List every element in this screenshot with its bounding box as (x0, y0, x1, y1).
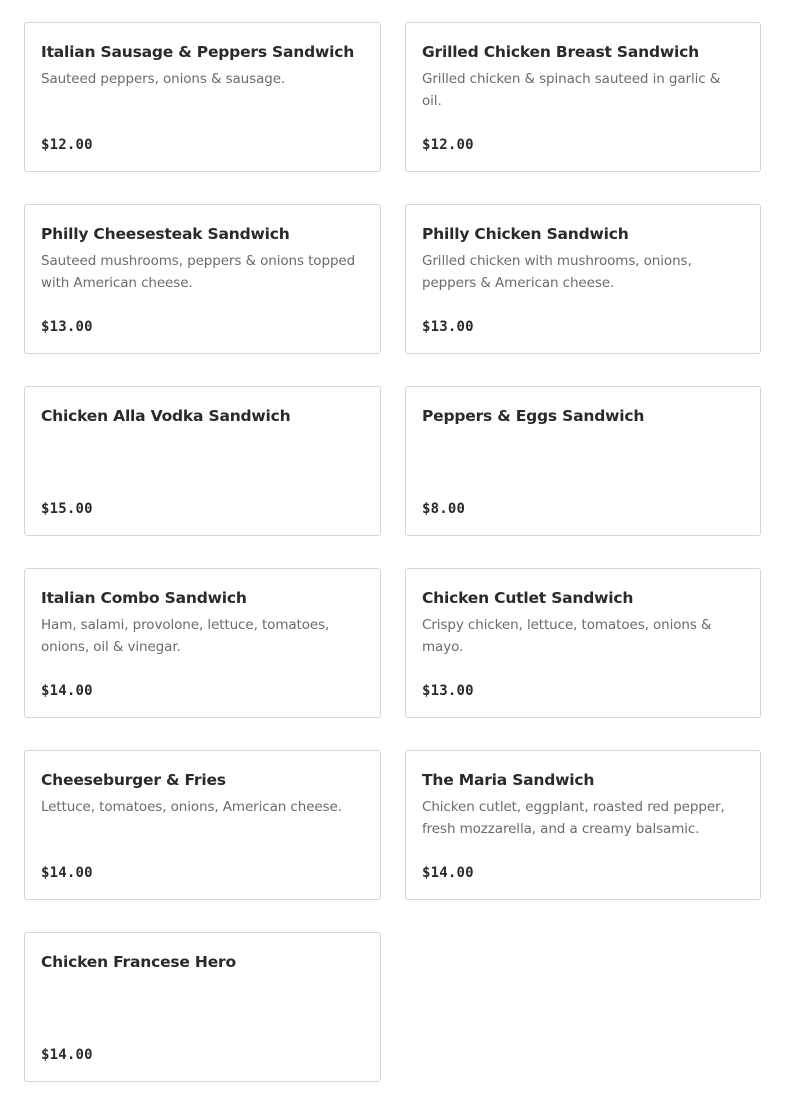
menu-item-card-cheeseburger-fries[interactable] (24, 750, 381, 900)
menu-item-name: Philly Chicken Sandwich (422, 225, 629, 243)
menu-item-name: Italian Combo Sandwich (41, 589, 247, 607)
menu-item-card-italian-combo[interactable] (24, 568, 381, 718)
menu-item-card-grilled-chicken-breast[interactable] (405, 22, 761, 172)
menu-item-price: $13.00 (422, 683, 474, 699)
menu-item-price: $12.00 (422, 137, 474, 153)
menu-item-card-italian-sausage-peppers[interactable] (24, 22, 381, 172)
menu-item-description: Grilled chicken with mushrooms, onions, peppers & American cheese. (422, 253, 692, 291)
menu-item-description: Lettuce, tomatoes, onions, American cheese. (41, 799, 342, 815)
menu-item-name: Chicken Cutlet Sandwich (422, 589, 634, 607)
menu-item-description: Sauteed mushrooms, peppers & onions topped with American cheese. (41, 253, 356, 291)
menu-item-description: Chicken cutlet, eggplant, roasted red pepper, fresh mozzarella, and a creamy balsamic. (422, 799, 725, 837)
menu-item-name: Chicken Francese Hero (41, 953, 236, 971)
menu-item-price: $8.00 (422, 501, 466, 517)
menu-item-card-chicken-cutlet[interactable] (405, 568, 761, 718)
menu-item-description: Grilled chicken & spinach sauteed in garlic & oil. (422, 71, 721, 109)
menu-item-name: Chicken Alla Vodka Sandwich (41, 407, 291, 425)
menu-item-price: $15.00 (41, 501, 93, 517)
menu-item-price: $14.00 (41, 683, 93, 699)
menu-item-card-peppers-eggs[interactable] (405, 386, 761, 536)
menu-item-name: Peppers & Eggs Sandwich (422, 407, 645, 425)
menu-item-name: Cheeseburger & Fries (41, 771, 226, 789)
menu-item-price: $12.00 (41, 137, 93, 153)
menu-item-price: $14.00 (422, 865, 474, 881)
menu-item-name: The Maria Sandwich (422, 771, 595, 789)
menu-item-card-chicken-francese-hero[interactable] (24, 932, 381, 1082)
menu-item-description: Crispy chicken, lettuce, tomatoes, onions & mayo. (422, 617, 712, 655)
menu-item-name: Italian Sausage & Peppers Sandwich (41, 43, 355, 61)
menu-item-card-philly-cheesesteak[interactable] (24, 204, 381, 354)
menu-item-card-philly-chicken[interactable] (405, 204, 761, 354)
menu-item-price: $13.00 (422, 319, 474, 335)
menu-item-price: $14.00 (41, 1047, 93, 1063)
menu-item-name: Grilled Chicken Breast Sandwich (422, 43, 699, 61)
menu-item-card-chicken-alla-vodka[interactable] (24, 386, 381, 536)
menu-item-price: $14.00 (41, 865, 93, 881)
menu-item-description: Ham, salami, provolone, lettuce, tomatoes, onions, oil & vinegar. (41, 617, 330, 655)
menu-item-card-the-maria[interactable] (405, 750, 761, 900)
menu-item-description: Sauteed peppers, onions & sausage. (41, 71, 286, 87)
menu-item-price: $13.00 (41, 319, 93, 335)
menu-item-name: Philly Cheesesteak Sandwich (41, 225, 290, 243)
